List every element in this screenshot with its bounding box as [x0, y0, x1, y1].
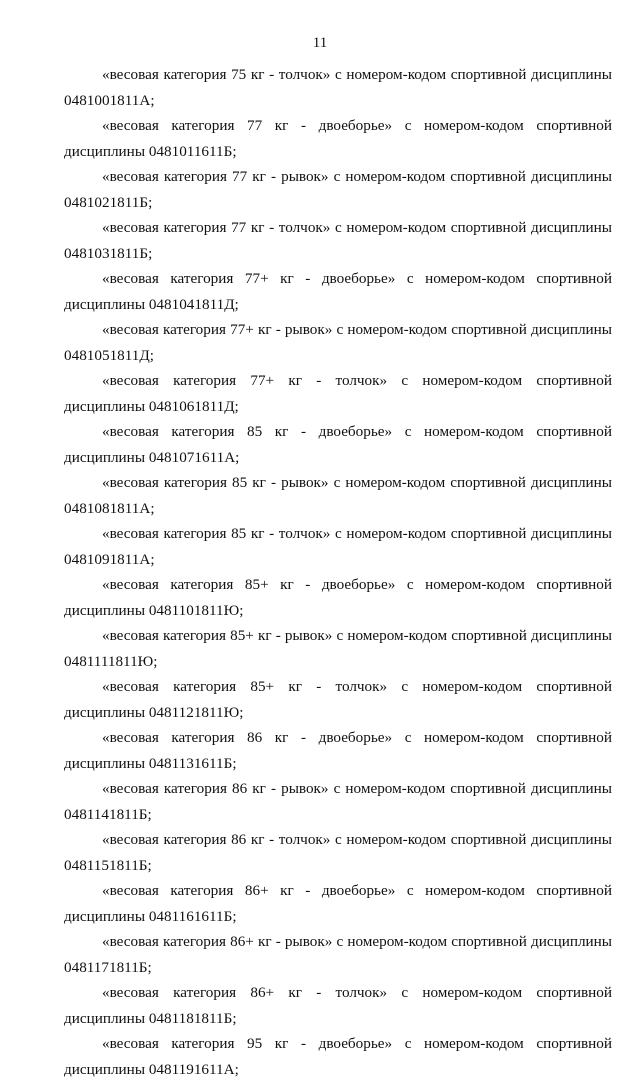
discipline-entry: «весовая категория 85 кг - двоеборье» с номером-кодом спортивной дисциплины 0481071611А; [64, 423, 612, 466]
discipline-entry: «весовая категория 85 кг - толчок» с номером-кодом спортивной дисциплины 0481091811А; [64, 525, 612, 568]
discipline-entry: «весовая категория 85+ кг - двоеборье» с номером-кодом спортивной дисциплины 0481101811Ю; [64, 576, 612, 619]
discipline-entry: «весовая категория 77 кг - толчок» с номером-кодом спортивной дисциплины 0481031811Б; [64, 219, 612, 262]
discipline-entry: «весовая категория 86+ кг - двоеборье» с номером-кодом спортивной дисциплины 0481161611Б; [64, 882, 612, 925]
discipline-entry: «весовая категория 85 кг - рывок» с номером-кодом спортивной дисциплины 0481081811А; [64, 474, 612, 517]
discipline-entry: «весовая категория 95 кг - двоеборье» с номером-кодом спортивной дисциплины 0481191611А; [64, 1035, 612, 1078]
discipline-entry: «весовая категория 85+ кг - рывок» с номером-кодом спортивной дисциплины 0481111811Ю; [64, 627, 612, 670]
discipline-entry: «весовая категория 85+ кг - толчок» с номером-кодом спортивной дисциплины 0481121811Ю; [64, 678, 612, 721]
discipline-entry: «весовая категория 77+ кг - рывок» с номером-кодом спортивной дисциплины 0481051811Д; [64, 321, 612, 364]
discipline-entry: «весовая категория 86+ кг - рывок» с номером-кодом спортивной дисциплины 0481171811Б; [64, 933, 612, 976]
discipline-entry: «весовая категория 77+ кг - толчок» с номером-кодом спортивной дисциплины 0481061811Д; [64, 372, 612, 415]
discipline-entry: «весовая категория 77+ кг - двоеборье» с номером-кодом спортивной дисциплины 0481041811Д; [64, 270, 612, 313]
discipline-entry: «весовая категория 86 кг - толчок» с номером-кодом спортивной дисциплины 0481151811Б; [64, 831, 612, 874]
discipline-entry: «весовая категория 75 кг - толчок» с номером-кодом спортивной дисциплины 0481001811А; [64, 66, 612, 109]
discipline-entry: «весовая категория 77 кг - двоеборье» с номером-кодом спортивной дисциплины 0481011611Б; [64, 117, 612, 160]
discipline-entry: «весовая категория 86 кг - двоеборье» с номером-кодом спортивной дисциплины 0481131611Б; [64, 729, 612, 772]
discipline-list [64, 62, 612, 1082]
discipline-entry: «весовая категория 77 кг - рывок» с номером-кодом спортивной дисциплины 0481021811Б; [64, 168, 612, 211]
discipline-entry: «весовая категория 86 кг - рывок» с номером-кодом спортивной дисциплины 0481141811Б; [64, 780, 612, 823]
discipline-entry: «весовая категория 86+ кг - толчок» с номером-кодом спортивной дисциплины 0481181811Б; [64, 984, 612, 1027]
page-number: 11 [312, 35, 328, 51]
